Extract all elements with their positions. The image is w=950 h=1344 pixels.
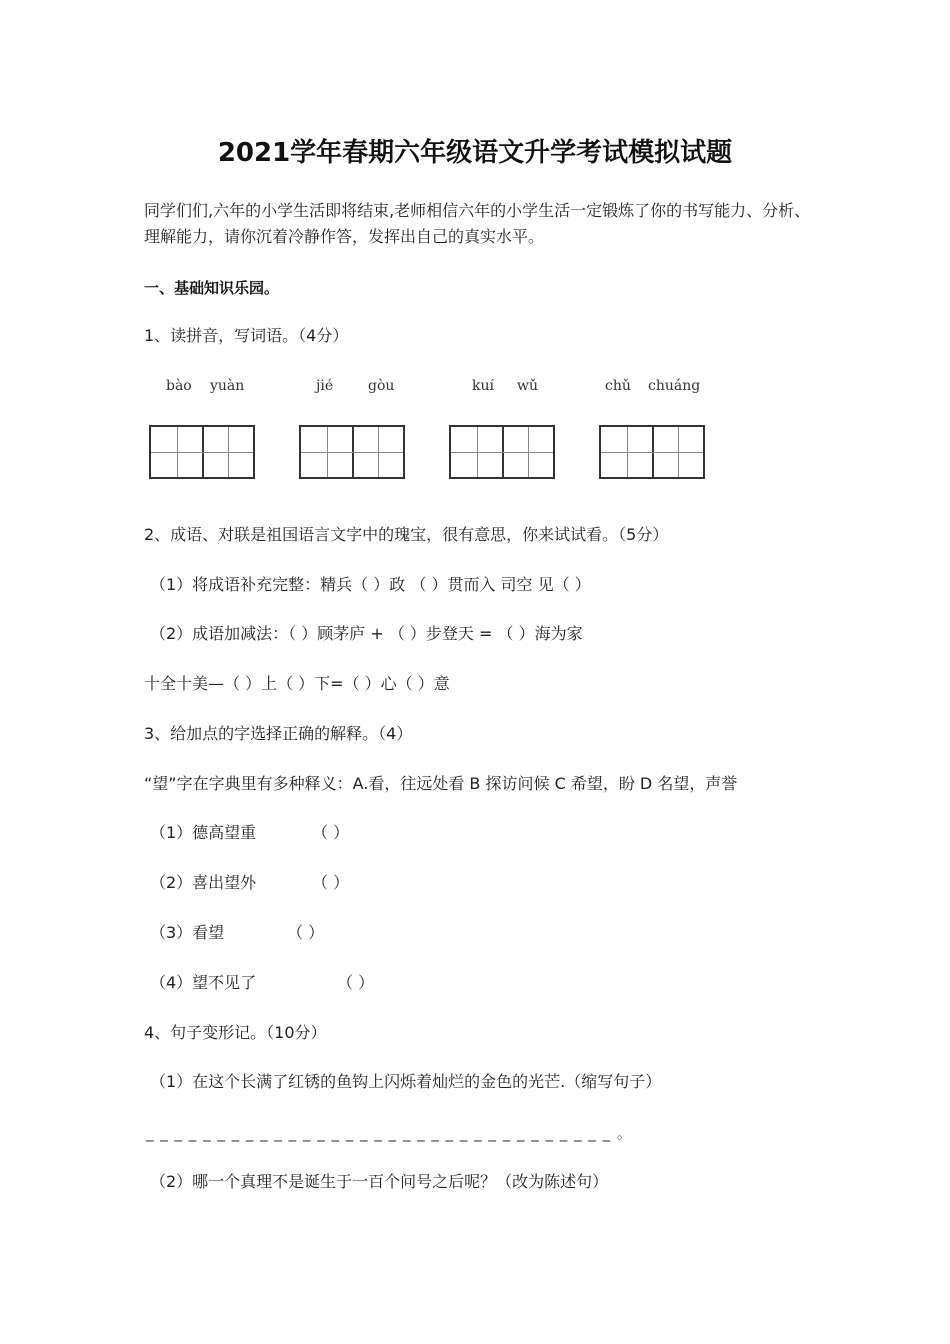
writing-grid[interactable] — [599, 425, 705, 479]
question-2-line: （1）将成语补充完整：精兵（ ）政 （ ）贯而入 司空 见（ ） — [150, 575, 591, 594]
question-3-item: （2）喜出望外 — [150, 873, 257, 892]
question-3-item: （3）看望 — [150, 923, 225, 942]
writing-grid[interactable] — [299, 425, 405, 479]
pinyin-label: jié — [316, 378, 334, 394]
question-1-heading: 1、读拼音，写词语。（4分） — [144, 326, 349, 345]
answer-blank[interactable]: （ ） — [312, 823, 350, 842]
writing-grid[interactable] — [149, 425, 255, 479]
pinyin-label: chǔ — [605, 378, 631, 394]
pinyin-label: yuàn — [210, 378, 245, 394]
question-2-line: 十全十美—（ ）上（ ）下=（ ）心（ ）意 — [144, 674, 450, 693]
intro-paragraph: 同学们们,六年的小学生活即将结束,老师相信六年的小学生活一定锻炼了你的书写能力、分析、理解能力，请你沉着冷静作答，发挥出自己的真实水平。 — [144, 201, 811, 246]
question-2-line: （2）成语加减法：（ ）顾茅庐 + （ ）步登天 = （ ）海为家 — [150, 624, 583, 643]
question-4-item: （1）在这个长满了红锈的鱼钩上闪烁着灿烂的金色的光芒.（缩写句子） — [150, 1072, 662, 1091]
pinyin-label: gòu — [368, 378, 395, 394]
question-3-definition: “望”字在字典里有多种释义：A.看，往远处看 B 探访问候 C 希望，盼 D 名望，声誉 — [144, 774, 738, 793]
writing-grid[interactable] — [449, 425, 555, 479]
question-4-heading: 4、句子变形记。（10分） — [144, 1023, 327, 1042]
answer-blank[interactable]: （ ） — [287, 923, 325, 942]
pinyin-label: kuí — [472, 378, 494, 394]
section-heading: 一、基础知识乐园。 — [144, 279, 280, 297]
pinyin-label: wǔ — [517, 378, 538, 394]
answer-line[interactable]: _ _ _ _ _ _ _ _ _ _ _ _ _ _ _ _ _ _ _ _ _ _ _ _ _ _ _ _ _ _ _ _ _ 。 — [146, 1124, 633, 1142]
question-2-heading: 2、成语、对联是祖国语言文字中的瑰宝，很有意思，你来试试看。（5分） — [144, 525, 669, 544]
question-4-item: （2）哪一个真理不是诞生于一百个问号之后呢？（改为陈述句） — [150, 1172, 609, 1191]
pinyin-label: chuáng — [648, 378, 701, 394]
answer-blank[interactable]: （ ） — [312, 873, 350, 892]
pinyin-label: bào — [166, 378, 192, 394]
answer-blank[interactable]: （ ） — [337, 973, 375, 992]
question-3-heading: 3、给加点的字选择正确的解释。（4） — [144, 724, 413, 743]
question-3-item: （4）望不见了 — [150, 973, 257, 992]
page-title: 2021学年春期六年级语文升学考试模拟试题 — [217, 138, 733, 168]
question-3-item: （1）德高望重 — [150, 823, 257, 842]
